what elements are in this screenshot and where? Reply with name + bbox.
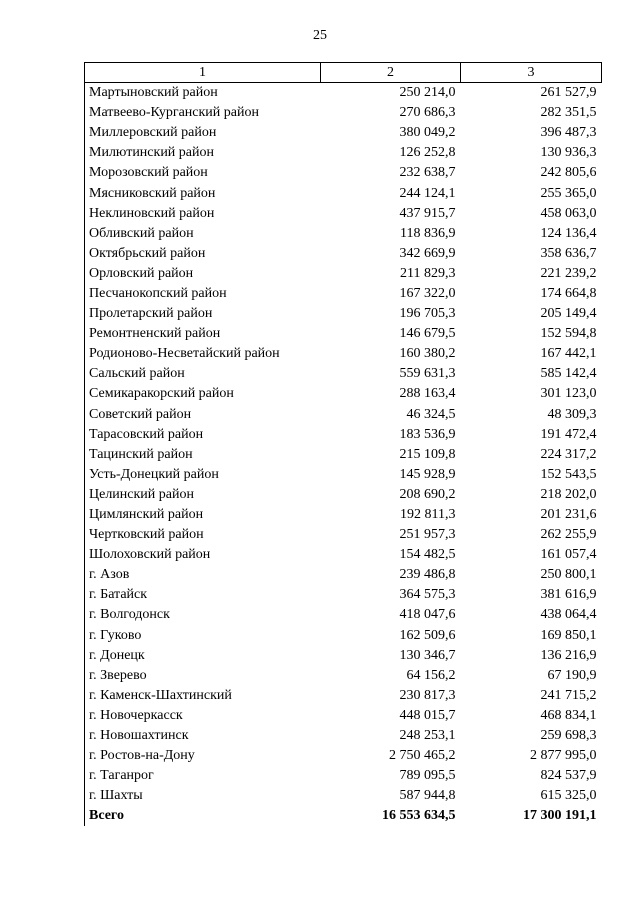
value-col-3: 201 231,6 [540,507,597,523]
municipality-name: Миллеровский район [85,123,321,143]
municipality-name: Тарасовский район [85,425,321,445]
value-col-2: 448 015,7 [399,707,456,723]
table-row [85,244,602,264]
table-row [85,143,602,163]
table-row [85,264,602,284]
page-number: 25 [313,28,327,43]
value-col-3: 124 136,4 [540,225,597,241]
value-col-2: 146 679,5 [399,326,456,342]
table-row [85,204,602,224]
value-col-2: 418 047,6 [399,607,456,623]
value-col-2: 208 690,2 [399,486,456,502]
table-row [85,706,602,726]
value-col-2: 46 324,5 [406,406,456,422]
value-col-3: 438 064,4 [540,607,597,623]
value-col-3: 67 190,9 [547,667,597,683]
value-col-3: 282 351,5 [540,105,597,121]
table-row [85,786,602,806]
municipality-name: Пролетарский район [85,304,321,324]
municipality-name: Орловский район [85,264,321,284]
municipality-name: Ремонтненский район [85,324,321,344]
municipality-name: г. Каменск-Шахтинский [85,686,321,706]
value-col-2: 183 536,9 [399,426,456,442]
value-col-2: 437 915,7 [399,205,456,221]
value-col-2: 196 705,3 [399,306,456,322]
total-value-col-2: 16 553 634,5 [382,808,456,824]
total-value-col-3: 17 300 191,1 [523,808,597,824]
municipality-name: г. Новошахтинск [85,726,321,746]
table-row [85,666,602,686]
value-col-2: 145 928,9 [399,466,456,482]
value-col-3: 358 636,7 [540,245,597,261]
value-col-2: 248 253,1 [399,728,456,744]
table-row [85,364,602,384]
table-row [85,646,602,666]
value-col-2: 364 575,3 [399,587,456,603]
table-row [85,605,602,625]
municipality-name: Октябрьский район [85,244,321,264]
value-col-2: 251 957,3 [399,527,456,543]
municipality-name: г. Донецк [85,646,321,666]
value-col-3: 262 255,9 [540,527,597,543]
table-row [85,324,602,344]
table-row [85,103,602,123]
value-col-3: 205 149,4 [540,306,597,322]
municipality-name: Обливский район [85,224,321,244]
value-col-2: 130 346,7 [399,647,456,663]
value-col-2: 160 380,2 [399,346,456,362]
municipality-name: Целинский район [85,485,321,505]
table-row [85,284,602,304]
municipality-name: г. Шахты [85,786,321,806]
municipality-name: г. Новочеркасск [85,706,321,726]
table-row [85,525,602,545]
table-row [85,123,602,143]
value-col-3: 221 239,2 [540,265,597,281]
value-col-2: 587 944,8 [399,788,456,804]
municipality-name: Родионово-Несветайский район [85,344,321,364]
value-col-3: 250 800,1 [540,567,597,583]
value-col-3: 169 850,1 [540,627,597,643]
value-col-3: 174 664,8 [540,285,597,301]
value-col-3: 136 216,9 [540,647,597,663]
value-col-2: 239 486,8 [399,567,456,583]
table-row [85,686,602,706]
value-col-3: 468 834,1 [540,707,597,723]
table-row [85,465,602,485]
table-row [85,83,602,104]
value-col-3: 191 472,4 [540,426,597,442]
municipality-name: Цимлянский район [85,505,321,525]
value-col-2: 244 124,1 [399,185,456,201]
table-body [85,83,602,827]
value-col-3: 242 805,6 [540,165,597,181]
table-row [85,304,602,324]
table-row [85,183,602,203]
municipality-name: Советский район [85,405,321,425]
table-row [85,485,602,505]
municipality-name: Шолоховский район [85,545,321,565]
value-col-2: 559 631,3 [399,366,456,382]
value-col-2: 215 109,8 [399,446,456,462]
value-col-2: 230 817,3 [399,687,456,703]
value-col-2: 118 836,9 [400,225,456,241]
budget-table-container [84,62,601,826]
municipality-name: Сальский район [85,364,321,384]
value-col-2: 2 750 465,2 [389,748,456,764]
table-row [85,163,602,183]
table-row [85,726,602,746]
table-row [85,626,602,646]
value-col-2: 192 811,3 [400,507,456,523]
municipality-name: Чертковский район [85,525,321,545]
column-header-3: 3 [461,63,602,83]
table-row [85,344,602,364]
value-col-2: 232 638,7 [399,165,456,181]
value-col-3: 48 309,3 [547,406,597,422]
table-row [85,405,602,425]
municipality-name: г. Ростов-на-Дону [85,746,321,766]
table-row [85,585,602,605]
municipality-name: Милютинский район [85,143,321,163]
value-col-3: 152 594,8 [540,326,597,342]
municipality-name: Мясниковский район [85,183,321,203]
municipality-name: Семикаракорский район [85,384,321,404]
value-col-3: 259 698,3 [540,728,597,744]
value-col-2: 154 482,5 [399,547,456,563]
table-row [85,224,602,244]
value-col-3: 458 063,0 [540,205,597,221]
total-label: Всего [85,806,321,826]
value-col-3: 241 715,2 [540,687,597,703]
budget-table [84,62,602,826]
value-col-3: 2 877 995,0 [530,748,597,764]
value-col-3: 381 616,9 [540,587,597,603]
value-col-3: 152 543,5 [540,466,597,482]
municipality-name: г. Батайск [85,585,321,605]
value-col-2: 126 252,8 [399,145,456,161]
value-col-3: 224 317,2 [540,446,597,462]
total-row [85,806,602,826]
table-row [85,384,602,404]
table-row [85,505,602,525]
municipality-name: Тацинский район [85,445,321,465]
table-row [85,545,602,565]
value-col-2: 380 049,2 [399,125,456,141]
value-col-3: 161 057,4 [540,547,597,563]
value-col-2: 789 095,5 [399,768,456,784]
municipality-name: г. Азов [85,565,321,585]
table-row [85,746,602,766]
value-col-2: 162 509,6 [399,627,456,643]
municipality-name: г. Таганрог [85,766,321,786]
value-col-3: 218 202,0 [540,486,597,502]
value-col-2: 342 669,9 [399,245,456,261]
value-col-3: 255 365,0 [540,185,597,201]
value-col-2: 250 214,0 [399,85,456,101]
value-col-3: 824 537,9 [540,768,597,784]
value-col-3: 167 442,1 [540,346,597,362]
value-col-3: 261 527,9 [540,85,597,101]
table-row [85,565,602,585]
value-col-3: 585 142,4 [540,366,597,382]
value-col-2: 64 156,2 [406,667,456,683]
value-col-3: 301 123,0 [540,386,597,402]
column-header-1: 1 [85,63,321,83]
municipality-name: Усть-Донецкий район [85,465,321,485]
municipality-name: г. Гуково [85,626,321,646]
municipality-name: г. Зверево [85,666,321,686]
municipality-name: Песчанокопский район [85,284,321,304]
value-col-3: 396 487,3 [540,125,597,141]
municipality-name: Неклиновский район [85,204,321,224]
value-col-2: 211 829,3 [400,265,456,281]
table-header-row [85,63,602,83]
table-row [85,766,602,786]
municipality-name: г. Волгодонск [85,605,321,625]
value-col-2: 288 163,4 [399,386,456,402]
municipality-name: Матвеево-Курганский район [85,103,321,123]
column-header-2: 2 [321,63,461,83]
table-row [85,425,602,445]
municipality-name: Мартыновский район [85,83,321,104]
municipality-name: Морозовский район [85,163,321,183]
value-col-3: 130 936,3 [540,145,597,161]
value-col-2: 167 322,0 [399,285,456,301]
table-row [85,445,602,465]
value-col-2: 270 686,3 [399,105,456,121]
value-col-3: 615 325,0 [540,788,597,804]
